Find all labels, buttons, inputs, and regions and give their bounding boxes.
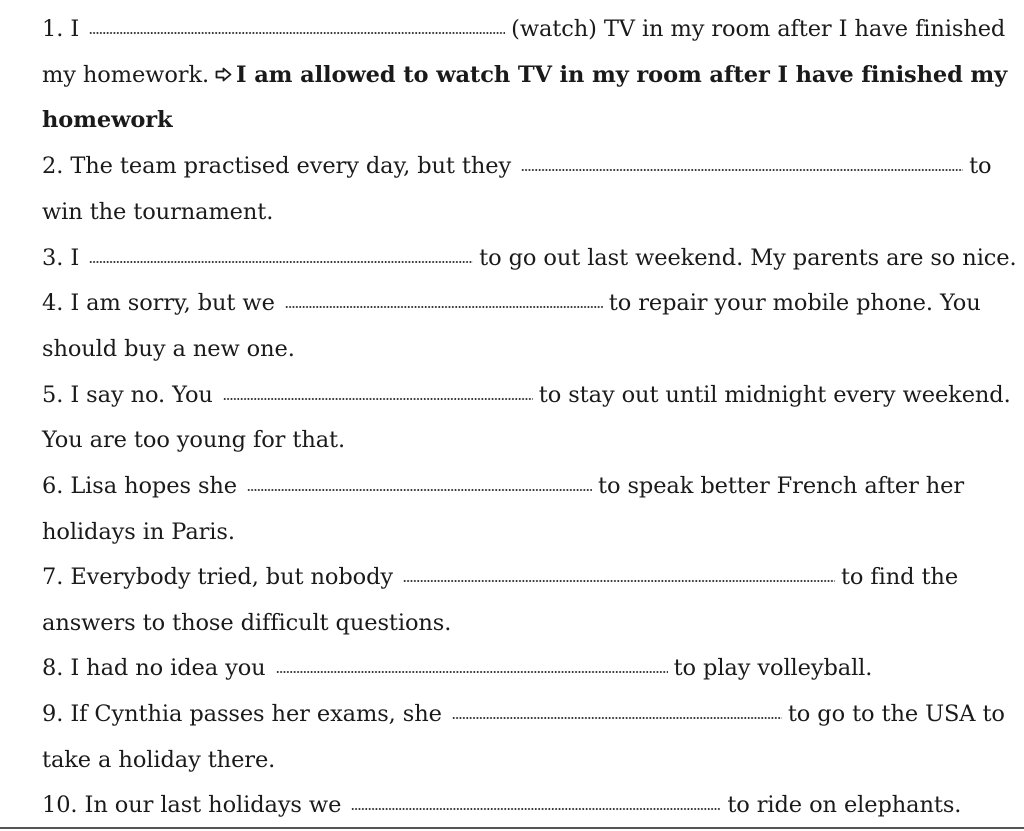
example-answer: I am allowed to watch TV in my room after I have finished my	[236, 62, 1008, 88]
item-1-continuation-line	[42, 60, 1007, 90]
item-9-line	[42, 699, 1005, 729]
item-1-line	[42, 14, 1005, 44]
item-4-continuation: should buy a new one.	[42, 336, 295, 362]
answer-blank[interactable]	[276, 670, 668, 674]
answer-blank[interactable]	[89, 31, 505, 35]
item-text-after: (watch) TV in my room after I have finished	[511, 16, 1006, 42]
item-4-line	[42, 288, 981, 318]
item-text-before: I say no. You	[70, 382, 213, 408]
item-text-after: to	[969, 153, 992, 179]
item-5-line	[42, 380, 1011, 410]
item-continuation: my homework.	[42, 62, 210, 88]
item-number: 6.	[42, 473, 64, 499]
item-text-after: to play volleyball.	[673, 655, 873, 681]
item-3-line	[42, 243, 1017, 273]
item-6-line	[42, 471, 964, 501]
item-number: 1.	[42, 16, 64, 42]
item-number: 4.	[42, 290, 64, 316]
item-text-before: I	[70, 245, 80, 271]
answer-blank[interactable]	[521, 168, 963, 172]
item-text-before: I had no idea you	[70, 655, 266, 681]
item-text-after: to ride on elephants.	[727, 792, 962, 818]
example-answer-continuation: homework	[42, 107, 173, 133]
item-number: 10.	[42, 792, 78, 818]
item-text-after: to stay out until midnight every weekend.	[538, 382, 1011, 408]
answer-blank[interactable]	[285, 305, 603, 309]
item-text-after: to go to the USA to	[787, 701, 1005, 727]
item-5-continuation: You are too young for that.	[42, 427, 346, 453]
item-text-before: I	[70, 16, 80, 42]
item-7-continuation: answers to those difficult questions.	[42, 610, 452, 636]
item-6-continuation: holidays in Paris.	[42, 519, 235, 545]
item-text-before: In our last holidays we	[84, 792, 342, 818]
item-number: 8.	[42, 655, 64, 681]
answer-blank[interactable]	[223, 397, 533, 401]
item-text-after: to repair your mobile phone. You	[608, 290, 981, 316]
item-9-continuation: take a holiday there.	[42, 747, 276, 773]
item-number: 5.	[42, 382, 64, 408]
answer-blank[interactable]	[247, 488, 592, 492]
item-number: 9.	[42, 701, 64, 727]
item-text-before: If Cynthia passes her exams, she	[70, 701, 442, 727]
item-text-before: The team practised every day, but they	[70, 153, 512, 179]
item-number: 3.	[42, 245, 64, 271]
item-10-line	[42, 790, 961, 820]
answer-blank[interactable]	[351, 807, 721, 811]
item-text-before: Lisa hopes she	[70, 473, 238, 499]
answer-blank[interactable]	[403, 579, 835, 583]
arrow-right-icon	[215, 67, 232, 82]
answer-blank[interactable]	[452, 716, 782, 720]
item-text-before: Everybody tried, but nobody	[70, 564, 393, 590]
item-2-line	[42, 151, 991, 181]
item-number: 7.	[42, 564, 64, 590]
item-8-line	[42, 653, 872, 683]
item-7-line	[42, 562, 958, 592]
item-text-before: I am sorry, but we	[70, 290, 275, 316]
item-text-after: to speak better French after her	[598, 473, 965, 499]
page-bottom-divider	[0, 827, 1024, 829]
item-number: 2.	[42, 153, 64, 179]
item-text-after: to find the	[840, 564, 959, 590]
item-text-after: to go out last weekend. My parents are so nice.	[479, 245, 1017, 271]
item-2-continuation: win the tournament.	[42, 199, 274, 225]
answer-blank[interactable]	[89, 260, 473, 264]
